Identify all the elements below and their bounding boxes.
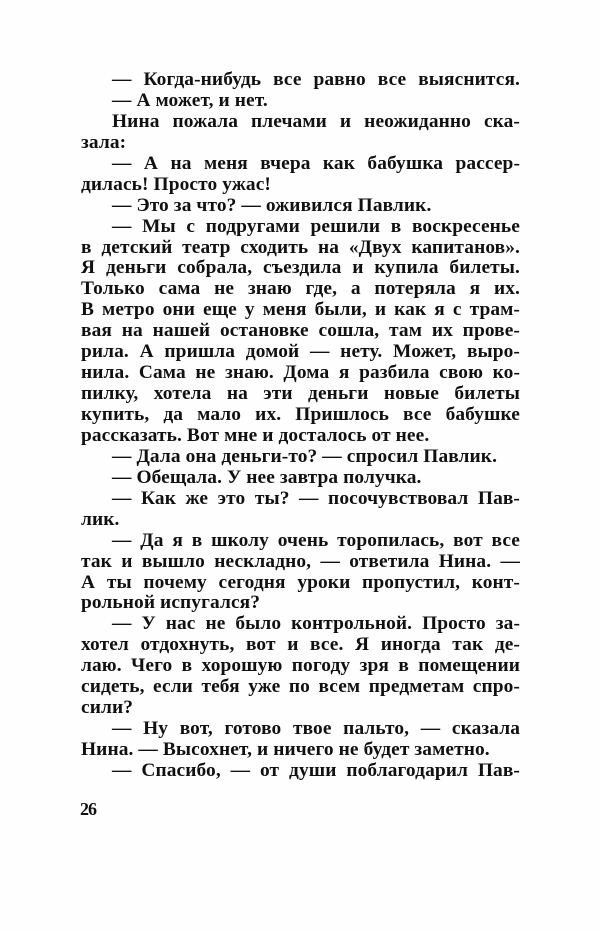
text-line: рила. А пришла домой — нету. Может, выро-	[81, 341, 520, 363]
text-line: лик.	[81, 508, 120, 530]
text-line: — А может, и нет.	[112, 89, 268, 111]
text-line: — Спасибо, — от души поблагодарил Пав-	[112, 759, 520, 781]
text-line: — Ну вот, готово твое пальто, — сказала	[112, 718, 520, 740]
text-line: Нина. — Высохнет, и ничего не будет заметно.	[81, 739, 490, 760]
page-text	[81, 70, 520, 782]
text-line: — Дала она деньги-то? — спросил Павлик.	[112, 445, 498, 467]
text-line: — Когда-нибудь все равно все выяснится.	[112, 69, 520, 90]
page-number: 26	[80, 799, 96, 819]
text-line: А ты почему сегодня уроки пропустил, конт-	[81, 571, 520, 593]
text-line: — Мы с подругами решили в воскресенье	[112, 215, 520, 237]
text-line: Я деньги собрала, съездила и купила билеты.	[81, 257, 520, 279]
text-line: сили?	[81, 697, 134, 719]
text-line: рассказать. Вот мне и досталось от нее.	[81, 424, 430, 446]
text-line: — Да я в школу очень торопилась, вот все	[112, 529, 520, 551]
text-line: зала:	[81, 131, 127, 153]
text-line: сидеть, если тебя уже по всем предметам спро-	[81, 676, 520, 698]
text-line: рольной испугался?	[81, 592, 261, 614]
text-line: В метро они еще у меня были, и как я с трам-	[81, 299, 520, 321]
text-line: дилась! Просто ужас!	[81, 173, 271, 195]
text-line: — У нас не было контрольной. Просто за-	[112, 613, 520, 635]
text-line: — Как же это ты? — посочувствовал Пав-	[112, 487, 520, 509]
text-line: купить, да мало их. Пришлось все бабушке	[81, 404, 520, 425]
text-line: хотел отдохнуть, вот и все. Я иногда так де-	[81, 634, 520, 656]
text-line: — Это за что? — оживился Павлик.	[112, 194, 432, 216]
text-line: Только сама не знаю где, а потеряла я их.	[81, 278, 520, 300]
text-line: лаю. Чего в хорошую погоду зря в помещении	[81, 655, 520, 677]
text-line: пилку, хотела на эти деньги новые билеты	[81, 383, 520, 405]
text-line: нила. Сама не знаю. Дома я разбила свою ко-	[81, 362, 520, 384]
text-line: — Обещала. У нее завтра получка.	[112, 466, 422, 488]
text-line: вая на нашей остановке сошла, там их прове-	[81, 320, 520, 342]
text-line: так и вышло нескладно, — ответила Нина. —	[81, 550, 520, 572]
text-line: — А на меня вчера как бабушка рассер-	[112, 152, 520, 174]
text-line: Нина пожала плечами и неожиданно ска-	[112, 110, 520, 132]
text-line: в детский театр сходить на «Двух капитанов».	[81, 236, 520, 258]
